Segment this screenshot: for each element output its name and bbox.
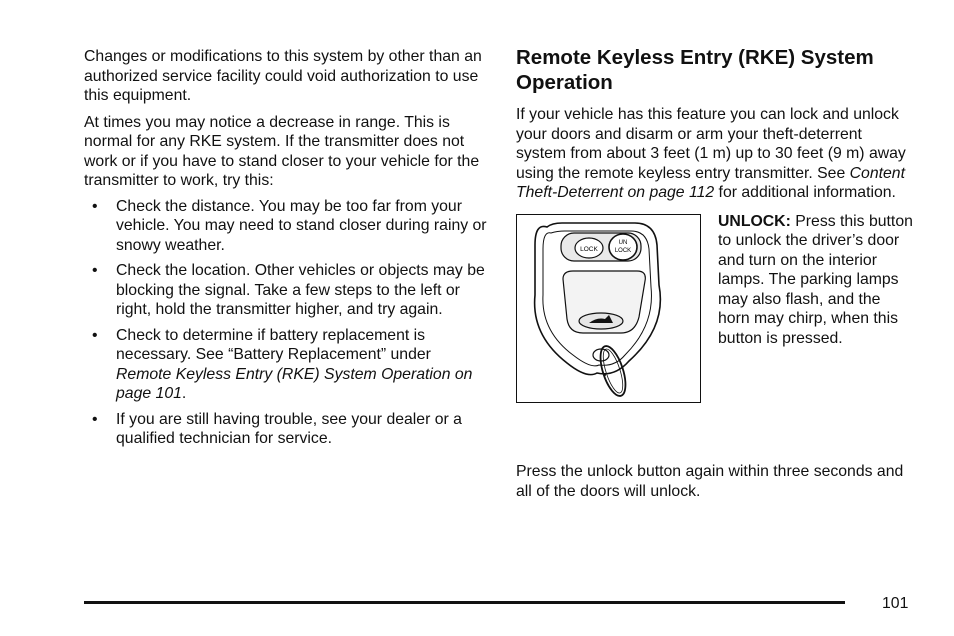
troubleshooting-list — [84, 197, 489, 449]
bullet-mark: • — [92, 410, 98, 428]
ring-mark — [604, 374, 606, 376]
unlock-button-label-bottom: LOCK — [614, 247, 632, 254]
unlock-button-label-top: UN — [618, 239, 628, 246]
list-item — [84, 197, 489, 256]
bullet-mark: • — [92, 326, 98, 344]
cross-reference-link[interactable]: Content Theft-Deterrent on page 112 — [516, 164, 905, 201]
key-fob-illustration — [517, 215, 700, 402]
paragraph-range: At times you may notice a decrease in range. This is normal for any RKE system. If the transmitter does not work or if you have to stand closer to your vehicle for the transmitter to work, try this: — [84, 113, 480, 189]
right-column — [516, 45, 916, 412]
lock-button-label: LOCK — [580, 245, 598, 253]
unlock-label: UNLOCK: — [718, 212, 791, 230]
list-item — [84, 326, 489, 404]
intro-text-end: for additional information. — [714, 184, 896, 201]
unlock-description — [718, 212, 916, 349]
list-item-text: Check the distance. You may be too far from your vehicle. You may need to stand closer during rainy or snowy weather. — [116, 197, 487, 254]
list-item-text: If you are still having trouble, see your dealer or a qualified technician for service. — [116, 410, 462, 447]
paragraph-unlock-again: Press the unlock button again within three seconds and all of the doors will unlock. — [516, 463, 904, 500]
list-item — [84, 261, 489, 320]
footer-rule — [84, 601, 845, 604]
page-number: 101 — [882, 595, 909, 612]
unlock-text: Press this button to unlock the driver’s door and turn on the interior lamps. The parking lamps may also flash, and the horn may chirp, when this button is pressed. — [718, 212, 913, 347]
list-item-text: Check the location. Other vehicles or objects may be blocking the signal. Take a few steps to the left or right, hold the transmitter higher, and try again. — [116, 262, 485, 318]
paragraph-intro — [516, 105, 916, 203]
section-heading: Remote Keyless Entry (RKE) System Operation — [516, 46, 874, 94]
key-fob-figure — [516, 214, 701, 403]
list-item-text-end: . — [181, 385, 187, 402]
paragraph-modifications: Changes or modifications to this system by other than an authorized service facility could void authorization to use this equipment. — [84, 48, 482, 104]
bullet-mark: • — [92, 262, 98, 279]
cross-reference-link[interactable]: Remote Keyless Entry (RKE) System Operation on page 101 — [116, 365, 473, 402]
unlock-button[interactable] — [609, 234, 637, 260]
list-item — [84, 410, 489, 449]
list-item-text: Check to determine if battery replacement is necessary. See “Battery Replacement” under — [116, 326, 431, 363]
figure-row — [516, 212, 916, 412]
intro-text: If your vehicle has this feature you can lock and unlock your doors and disarm or arm your theft-deterrent system from about 3 feet (1 m) up to 30 feet (9 m) away using the remote keyless entry transmitter. See — [516, 106, 906, 182]
bullet-mark: • — [92, 197, 98, 215]
left-column — [84, 47, 489, 455]
